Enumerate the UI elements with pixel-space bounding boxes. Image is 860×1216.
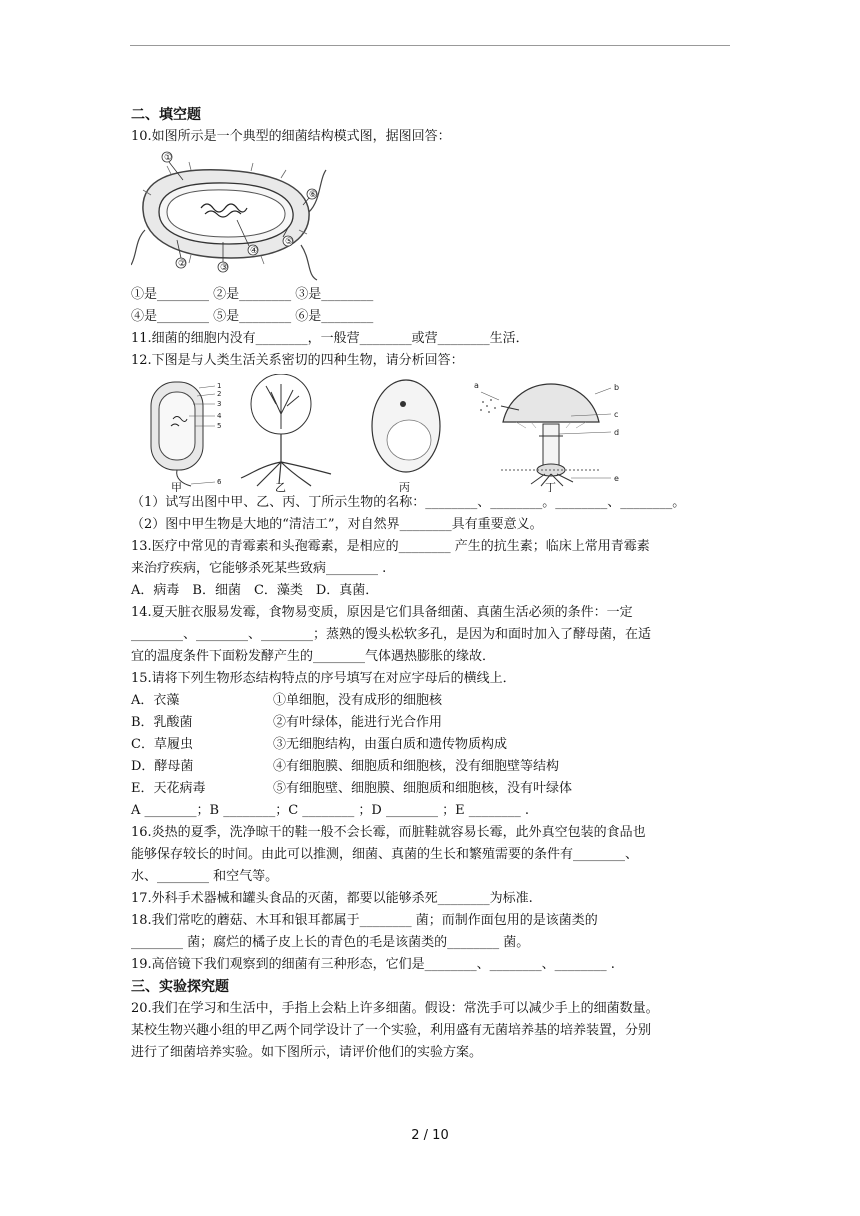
jia-label-5: 5 [217, 422, 222, 430]
q15-row [131, 756, 731, 778]
ding-label-e: e [614, 474, 619, 483]
question-14-line-1: 14.夏天脏衣服易发霉，食物易变质，原因是它们具备细菌、真菌生活必须的条件：一定 [131, 605, 633, 620]
question-10: 10.如图所示是一个典型的细菌结构模式图，据图回答： [131, 129, 451, 144]
question-16-line-2: 能够保存较长的时间。由此可以推测，细菌、真菌的生长和繁殖需要的条件有________、 [131, 847, 639, 862]
q15-right: ③无细胞结构，由蛋白质和遗传物质构成 [273, 737, 508, 752]
jia-label-2: 2 [217, 390, 222, 398]
label-yi: 乙 [275, 481, 286, 492]
label-ding: 丁 [545, 481, 556, 492]
q15-right: ②有叶绿体，能进行光合作用 [273, 715, 443, 730]
jia-label-4: 4 [217, 412, 222, 420]
q15-row [131, 712, 731, 734]
question-12: 12.下图是与人类生活关系密切的四种生物，请分析回答： [131, 353, 464, 368]
question-16-line-1: 16.炎热的夏季，洗净晾干的鞋一般不会长霉，而脏鞋就容易长霉，此外真空包装的食品也 [131, 825, 646, 840]
section-title: 三、实验探究题 [131, 979, 229, 995]
label-5: ⑤ [285, 237, 294, 247]
jia-label-3: 3 [217, 400, 222, 408]
q15-row [131, 690, 731, 712]
question-20-line-3: 进行了细菌培养实验。如下图所示，请评价他们的实验方案。 [131, 1045, 483, 1060]
q15-left: B．乳酸菌 [131, 715, 193, 730]
q10-answer-row-1: ①是________ ②是________ ③是________ [131, 287, 374, 302]
label-3: ③ [220, 263, 229, 273]
ding-label-d: d [614, 428, 620, 437]
question-13-line-1: 13.医疗中常见的青霉素和头孢霉素，是相应的________ 产生的抗生素；临床上常用青霉素 [131, 539, 650, 554]
bacteria-structure-diagram [131, 150, 331, 282]
ding-label-a: a [474, 381, 479, 390]
q15-right: ④有细胞膜、细胞质和细胞核，没有细胞壁等结构 [273, 759, 560, 774]
q15-right: ⑤有细胞壁、细胞膜、细胞质和细胞核，没有叶绿体 [273, 781, 573, 796]
q15-row [131, 734, 731, 756]
question-18-line-2: ________ 菌；腐烂的橘子皮上长的青色的毛是该菌类的________ 菌。 [131, 935, 530, 950]
label-1: ① [164, 153, 173, 163]
label-4: ④ [250, 246, 259, 256]
question-18-line-1: 18.我们常吃的蘑菇、木耳和银耳都属于________ 菌；而制作面包用的是该菌类的 [131, 913, 598, 928]
question-14-line-3: 宜的温度条件下面粉发酵产生的________气体遇热膨胀的缘故． [131, 649, 496, 664]
q12-sub-2: （2）图中甲生物是大地的“清洁工”，对自然界________具有重要意义。 [131, 517, 543, 532]
question-13-options: A．病毒 B．细菌 C．藻类 D．真菌． [131, 583, 379, 598]
question-20-line-2: 某校生物兴趣小组的甲乙两个同学设计了一个实验，利用盛有无菌培养基的培养装置，分别 [131, 1023, 652, 1038]
label-jia: 甲 [171, 481, 182, 492]
q15-answer-line: A ________；B ________；C ________ ；D ________ ；E ________ . [131, 803, 529, 818]
question-19: 19.高倍镜下我们观察到的细菌有三种形态，它们是________、________、________ . [131, 957, 615, 972]
label-bing: 丙 [399, 481, 410, 492]
question-13-line-2: 来治疗疾病，它能够杀死某些致病________ . [131, 561, 387, 576]
q15-left: D．酵母菌 [131, 759, 194, 774]
header-rule [130, 45, 730, 46]
q15-right: ①单细胞，没有成形的细胞核 [273, 693, 443, 708]
q15-left: C．草履虫 [131, 737, 193, 752]
page-number: 2 / 10 [411, 1128, 449, 1143]
question-17: 17.外科手术器械和罐头食品的灭菌，都要以能够杀死________为标准. [131, 891, 533, 906]
page-content [131, 104, 731, 1064]
section-title: 二、填空题 [131, 107, 201, 123]
jia-label-1: 1 [217, 382, 222, 390]
q15-row [131, 778, 731, 800]
ding-label-b: b [614, 383, 620, 392]
q15-left: E．天花病毒 [131, 781, 206, 796]
question-16-line-3: 水、________ 和空气等。 [131, 869, 279, 884]
ding-label-c: c [614, 410, 619, 419]
four-organisms-figure [131, 374, 731, 492]
q15-left: A．衣藻 [131, 693, 180, 708]
question-14-line-2: ________、________、________；蒸熟的馒头松软多孔，是因为和面时加入了酵母菌，在适 [131, 627, 652, 642]
label-6: ⑥ [309, 190, 318, 200]
jia-label-6: 6 [217, 478, 222, 486]
q10-answer-row-2: ④是________ ⑤是________ ⑥是________ [131, 309, 374, 324]
question-11: 11.细菌的细胞内没有________，一般营________或营________生活． [131, 331, 529, 346]
q12-sub-1: （1）试写出图中甲、乙、丙、丁所示生物的名称：________、________。________、________。 [131, 495, 686, 510]
question-15: 15.请将下列生物形态结构特点的序号填写在对应字母后的横线上． [131, 671, 516, 686]
question-20-line-1: 20.我们在学习和生活中，手指上会粘上许多细菌。假设：常洗手可以减少手上的细菌数量。 [131, 1001, 659, 1016]
label-2: ② [178, 259, 187, 269]
